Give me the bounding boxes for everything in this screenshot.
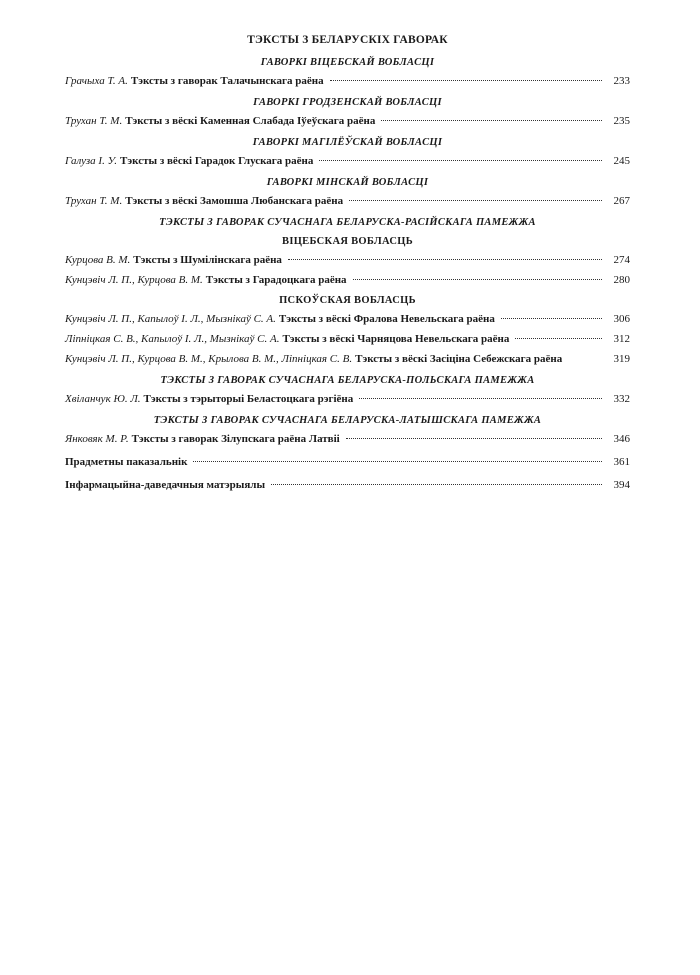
entry-author: Кунцэвіч Л. П., Курцова В. М., Крылова В. М., Ліпніцкая С. В.: [65, 353, 353, 365]
entry-author: Трухан Т. М.: [65, 195, 123, 207]
section-title-vitebsk: ГАВОРКІ ВІЦЕБСКАЙ ВОБЛАСЦІ: [260, 57, 435, 68]
entry-author: Янковяк М. Р.: [65, 433, 129, 445]
toc-entry: [65, 195, 630, 208]
entry-page-number: 280: [613, 274, 630, 286]
section-title-belarus-russia-border: ТЭКСТЫ З ГАВОРАК СУЧАСНАГА БЕЛАРУСКА-РАСІЙСКАГА ПАМЕЖЖА: [159, 217, 536, 228]
section-title-minsk: ГАВОРКІ МІНСКАЙ ВОБЛАСЦІ: [266, 177, 429, 188]
toc-entry: [65, 155, 630, 168]
entry-author: Трухан Т. М.: [65, 115, 123, 127]
toc-entry: [65, 75, 630, 88]
page-title: ТЭКСТЫ З БЕЛАРУСКІХ ГАВОРАК: [247, 34, 448, 46]
toc-entry: [65, 393, 630, 406]
entry-page-number: 235: [613, 115, 630, 127]
entry-author: Кунцэвіч Л. П., Курцова В. М.: [65, 274, 203, 286]
entry-title: Тэксты з вёскі Замошша Любанскага раёна: [125, 195, 344, 207]
toc-entry: [65, 254, 630, 267]
entry-author: Ліпніцкая С. В., Капылоў І. Л., Мызнікаў С. А.: [65, 333, 280, 345]
entry-page-number: 267: [613, 195, 630, 207]
toc-entry: [65, 433, 630, 446]
subsection-title-vitebsk-region: ВІЦЕБСКАЯ ВОБЛАСЦЬ: [282, 236, 413, 247]
entry-title: Тэксты з вёскі Засіціна Себежскага раёна: [355, 353, 563, 365]
entry-title: Тэксты з вёскі Чарняцова Невельскага раёна: [282, 333, 510, 345]
entry-title: Тэксты з Шумілінскага раёна: [133, 254, 282, 266]
dot-leader: [193, 461, 602, 462]
dot-leader: [381, 120, 602, 121]
entry-page-number: 394: [613, 479, 630, 491]
entry-title: Тэксты з тэрыторыі Беластоцкага рэгіёна: [143, 393, 354, 405]
entry-title: Тэксты з Гарадоцкага раёна: [205, 274, 347, 286]
toc-entry: [65, 333, 630, 346]
entry-title: Тэксты з вёскі Фралова Невельскага раёна: [278, 313, 495, 325]
entry-page-number: 361: [613, 456, 630, 468]
entry-page-number: 332: [613, 393, 630, 405]
subsection-title-pskov-region: ПСКОЎСКАЯ ВОБЛАСЦЬ: [279, 295, 416, 306]
entry-page-number: 306: [613, 313, 630, 325]
toc-entry: [65, 353, 630, 366]
entry-page-number: 319: [613, 353, 630, 365]
section-title-belarus-latvia-border: ТЭКСТЫ З ГАВОРАК СУЧАСНАГА БЕЛАРУСКА-ЛАТЫШСКАГА ПАМЕЖЖА: [153, 415, 542, 426]
entry-title: Тэксты з вёскі Гарадок Глускага раёна: [120, 155, 314, 167]
section-title-grodno: ГАВОРКІ ГРОДЗЕНСКАЙ ВОБЛАСЦІ: [253, 97, 442, 108]
entry-title: Тэксты з гаворак Зілупскага раёна Латвіі: [131, 433, 340, 445]
entry-author: Хвіланчук Ю. Л.: [65, 393, 141, 405]
toc-entry: [65, 274, 630, 287]
toc-entry: [65, 115, 630, 128]
entry-page-number: 346: [613, 433, 630, 445]
entry-author: Грачыха Т. А.: [65, 75, 128, 87]
entry-page-number: 233: [613, 75, 630, 87]
dot-leader: [319, 160, 602, 161]
dot-leader: [288, 259, 602, 260]
entry-author: Галуза І. У.: [65, 155, 118, 167]
entry-page-number: 245: [613, 155, 630, 167]
entry-page-number: 274: [613, 254, 630, 266]
entry-title: Прадметны паказальнік: [65, 456, 188, 468]
dot-leader: [330, 80, 602, 81]
dot-leader: [359, 398, 602, 399]
entry-title: Тэксты з вёскі Каменная Слабада Іўеўскага раёна: [125, 115, 376, 127]
dot-leader: [353, 279, 602, 280]
section-title-belarus-poland-border: ТЭКСТЫ З ГАВОРАК СУЧАСНАГА БЕЛАРУСКА-ПОЛЬСКАГА ПАМЕЖЖА: [160, 375, 535, 386]
entry-title: Тэксты з гаворак Талачынскага раёна: [130, 75, 324, 87]
section-title-mogilev: ГАВОРКІ МАГІЛЁЎСКАЙ ВОБЛАСЦІ: [252, 137, 443, 148]
entry-author: Курцова В. М.: [65, 254, 131, 266]
dot-leader: [271, 484, 602, 485]
dot-leader: [515, 338, 602, 339]
entry-title: Інфармацыйна-даведачныя матэрыялы: [65, 479, 266, 491]
entry-page-number: 312: [613, 333, 630, 345]
dot-leader: [501, 318, 602, 319]
toc-entry: [65, 313, 630, 326]
dot-leader: [346, 438, 602, 439]
toc-entry-subject-index: [65, 456, 630, 469]
dot-leader: [349, 200, 602, 201]
toc-entry-reference-materials: [65, 479, 630, 492]
entry-author: Кунцэвіч Л. П., Капылоў І. Л., Мызнікаў С. А.: [65, 313, 276, 325]
